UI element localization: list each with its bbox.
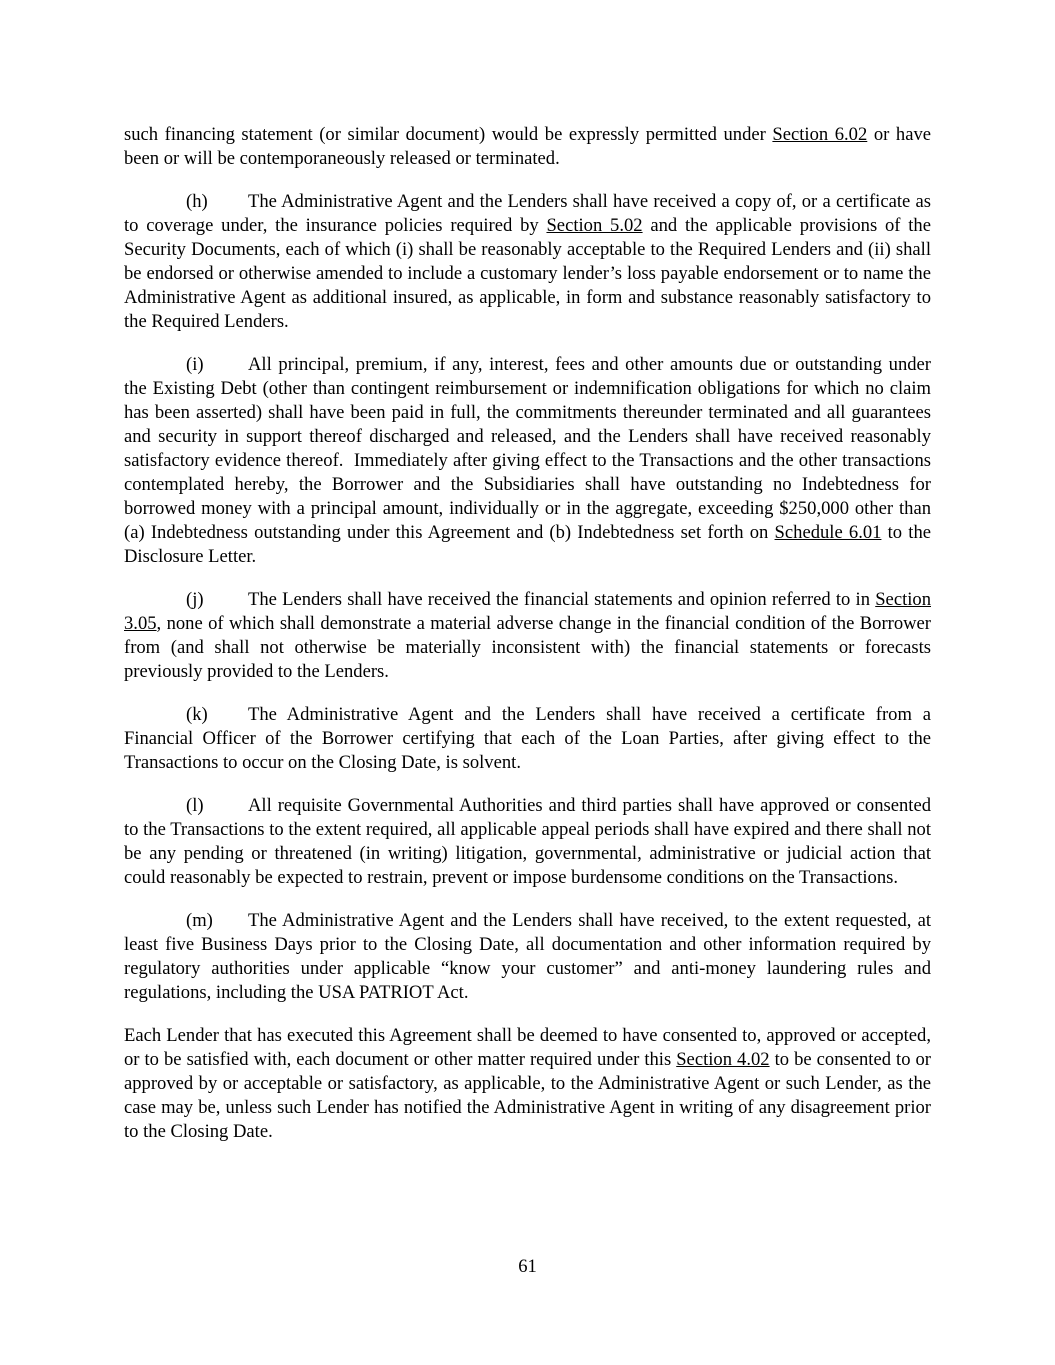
paragraph-m <box>124 909 931 1005</box>
section-reference: Section 5.02 <box>546 215 643 236</box>
paragraph-k <box>124 703 931 775</box>
paragraph-continuation <box>124 123 931 171</box>
paragraph-text: or have been or will be contemporaneously released or terminated. <box>124 124 931 169</box>
paragraph-text: to be consented to or approved by or acceptable or satisfactory, as applicable, to the Administrative Agent or such Lender, as the case may be, unless such Lender has notified the Administrative Agent in writing of any disagreement prior to the Closing Date. <box>124 1049 931 1142</box>
paragraph-text: All requisite Governmental Authorities and third parties shall have approved or consented to the Transactions to the extent required, all applicable appeal periods shall have expired and there shall not be any pending or threatened (in writing) litigation, governmental, administrative or judicial action that could reasonably be expected to restrain, prevent or impose burdensome conditions on the Transactions. <box>124 795 931 888</box>
paragraph-marker: (k) <box>186 704 208 725</box>
paragraph-text: The Lenders shall have received the financial statements and opinion referred to in <box>248 589 876 610</box>
paragraph-text: , none of which shall demonstrate a material adverse change in the financial condition of the Borrower from (and shall not otherwise be materially inconsistent with) the financial statements or forecasts previously provided to the Lenders. <box>124 613 931 682</box>
page-number: 61 <box>518 1256 537 1277</box>
paragraph-marker: (l) <box>186 795 204 816</box>
paragraph-marker: (i) <box>186 354 204 375</box>
paragraph-h <box>124 190 931 334</box>
paragraph-marker: (h) <box>186 191 208 212</box>
paragraph-text: such financing statement (or similar document) would be expressly permitted under <box>124 124 773 145</box>
paragraph-text: The Administrative Agent and the Lenders shall have received a certificate from a Financial Officer of the Borrower certifying that each of the Loan Parties, after giving effect to the Transactions to occur on the Closing Date, is solvent. <box>124 704 931 773</box>
paragraph-i <box>124 353 931 569</box>
paragraph-j <box>124 588 931 684</box>
document-body <box>124 123 931 1163</box>
paragraph-l <box>124 794 931 890</box>
paragraph-text: All principal, premium, if any, interest, fees and other amounts due or outstanding under the Existing Debt (other than contingent reimbursement or indemnification obligations for which no claim has been asserted) shall have been paid in full, the commitments thereunder terminated and all guarantees and security in support thereof discharged and released, and the Lenders shall have received reasonably satisfactory evidence thereof. Immediately after giving effect to the Transactions and the other transactions contemplated hereby, the Borrower and the Subsidiaries shall have outstanding no Indebtedness for borrowed money with a principal amount, individually or in the aggregate, exceeding $250,000 other than (a) Indebtedness outstanding under this Agreement and (b) Indebtedness set forth on <box>124 354 931 543</box>
paragraph-text: The Administrative Agent and the Lenders shall have received a copy of, or a certificate as to coverage under, the insurance policies required by <box>124 191 931 236</box>
section-reference: Section 3.05 <box>124 589 931 634</box>
paragraph-closing <box>124 1024 931 1144</box>
paragraph-marker: (m) <box>186 910 213 931</box>
paragraph-text: The Administrative Agent and the Lenders shall have received, to the extent requested, at least five Business Days prior to the Closing Date, all documentation and other information required by regulatory authorities under applicable “know your customer” and anti-money laundering rules and regulations, including the USA PATRIOT Act. <box>124 910 931 1003</box>
paragraph-text: Each Lender that has executed this Agreement shall be deemed to have consented to, approved or accepted, or to be satisfied with, each document or other matter required under this <box>124 1025 931 1070</box>
paragraph-text: and the applicable provisions of the Security Documents, each of which (i) shall be reasonably acceptable to the Required Lenders and (ii) shall be endorsed or otherwise amended to include a customary lender’s loss payable endorsement or to name the Administrative Agent as additional insured, as applicable, in form and substance reasonably satisfactory to the Required Lenders. <box>124 215 931 332</box>
paragraph-marker: (j) <box>186 589 204 610</box>
paragraph-text: to the Disclosure Letter. <box>124 522 931 567</box>
section-reference: Section 6.02 <box>772 124 868 145</box>
section-reference: Section 4.02 <box>676 1049 770 1070</box>
section-reference: Schedule 6.01 <box>774 522 882 543</box>
